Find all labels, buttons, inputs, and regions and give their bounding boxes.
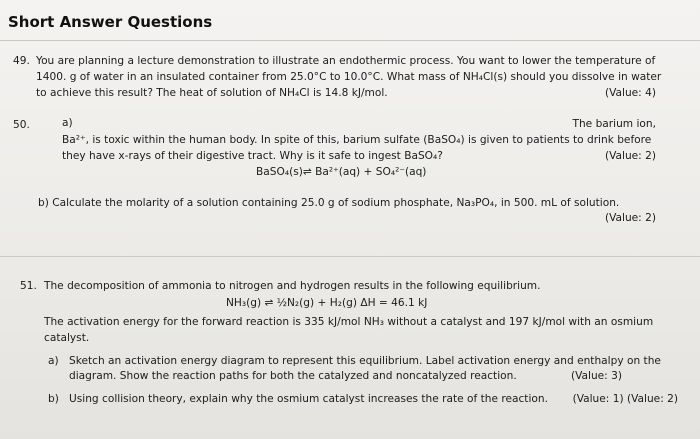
question-text-line: catalyst. — [44, 332, 90, 344]
question-value: (Value: 2) — [604, 150, 656, 162]
question-number: 51. — [20, 280, 37, 292]
question-text-line: b) Calculate the molarity of a solution containing 25.0 g of sodium phosphate, Na₃PO₄, in 500. mL of solution. — [38, 197, 620, 209]
question-text-line: they have x-rays of their digestive tract. Why is it safe to ingest BaSO₄? — [62, 150, 443, 162]
chemical-equation: BaSO₄(s)⇌ Ba²⁺(aq) + SO₄²⁻(aq) — [256, 166, 427, 178]
part-label: a) — [48, 355, 59, 367]
question-text-line: The activation energy for the forward reaction is 335 kJ/mol NH₃ without a catalyst and 197 kJ/mol with an osmium — [44, 316, 654, 328]
chemical-equation: NH₃(g) ⇌ ½N₂(g) + H₂(g) ΔH = 46.1 kJ — [226, 297, 428, 309]
question-value: (Value: 4) — [604, 87, 656, 99]
question-text-line: diagram. Show the reaction paths for both the catalyzed and noncatalyzed reaction. — [69, 370, 517, 382]
question-text-line: to achieve this result? The heat of solution of NH₄Cl is 14.8 kJ/mol. — [36, 87, 388, 99]
part-label: b) — [48, 393, 59, 405]
question-number: 49. — [13, 55, 30, 67]
question-text-line: You are planning a lecture demonstration to illustrate an endothermic process. You want to lower the temperature of — [36, 55, 656, 67]
page-title: Short Answer Questions — [8, 13, 213, 31]
question-text-line: Ba²⁺, is toxic within the human body. In spite of this, barium sulfate (BaSO₄) is given to patients to drink before — [62, 134, 652, 146]
part-label: a) — [62, 117, 73, 129]
question-value: (Value: 1) (Value: 2) — [572, 393, 678, 405]
question-value: (Value: 2) — [604, 212, 656, 224]
question-value: (Value: 3) — [570, 370, 622, 382]
question-text-line: 1400. g of water in an insulated container from 25.0°C to 10.0°C. What mass of NH₄Cl(s) should you dissolve in water — [36, 71, 662, 83]
question-text-line: Using collision theory, explain why the osmium catalyst increases the rate of the reaction. — [69, 393, 548, 405]
question-text-line: The decomposition of ammonia to nitrogen and hydrogen results in the following equilibrium. — [44, 280, 541, 292]
header-bar — [0, 0, 700, 41]
divider — [0, 256, 700, 257]
question-number: 50. — [13, 119, 30, 131]
question-text-line: The barium ion, — [572, 118, 656, 130]
question-text-line: Sketch an activation energy diagram to represent this equilibrium. Label activation energy and enthalpy on the — [69, 355, 661, 367]
